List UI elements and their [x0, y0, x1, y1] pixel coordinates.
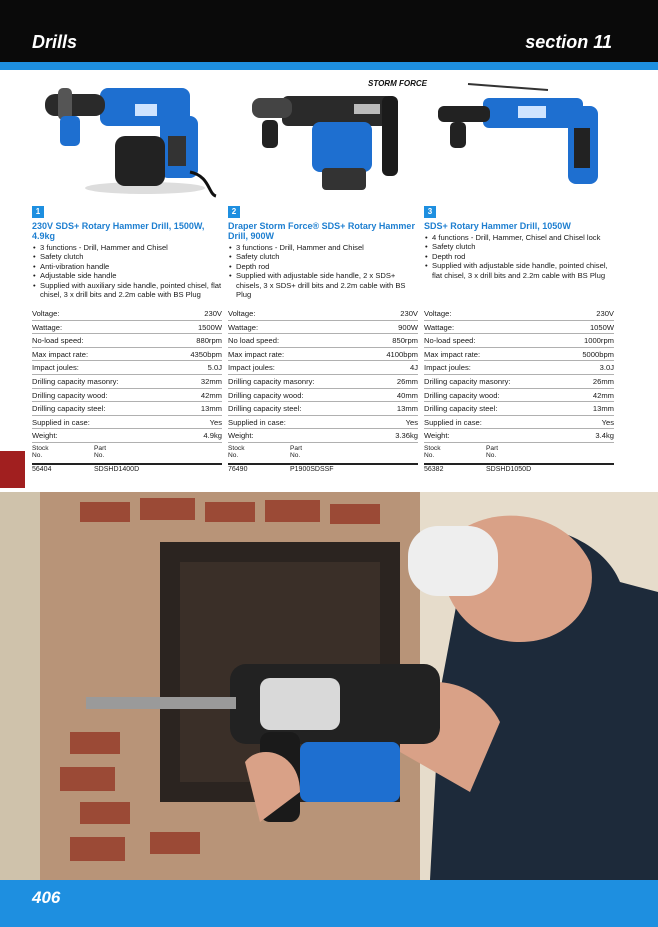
- product-2: [228, 201, 418, 299]
- section-label: section 11: [525, 32, 612, 52]
- stock-values: 76490 P1900SDSSF: [228, 465, 334, 473]
- product-number-badge: 3: [424, 206, 436, 218]
- spec-row: Voltage: 230V: [424, 307, 614, 321]
- feature-list: [32, 243, 222, 299]
- spec-row: Voltage: 230V: [228, 307, 418, 321]
- spec-row: Wattage: 1050W: [424, 321, 614, 335]
- spec-row: Voltage: 230V: [32, 307, 222, 321]
- drill-image-1: [40, 76, 216, 198]
- spec-table-3: [424, 307, 614, 474]
- spec-row: Wattage: 900W: [228, 321, 418, 335]
- feature-item: • Safety clutch: [228, 252, 418, 261]
- feature-list: [424, 233, 614, 280]
- spec-row: Wattage: 1500W: [32, 321, 222, 335]
- product-1: [32, 201, 222, 299]
- section-tab: [0, 451, 25, 488]
- feature-item: • 3 functions - Drill, Hammer and Chisel: [228, 243, 418, 252]
- spec-row: Supplied in case: Yes: [228, 416, 418, 430]
- spec-row: No-load speed: 1000rpm: [424, 334, 614, 348]
- product-title: SDS+ Rotary Hammer Drill, 1050W: [424, 221, 571, 231]
- spec-row: Drilling capacity masonry: 26mm: [424, 375, 614, 389]
- feature-item: • 3 functions - Drill, Hammer and Chisel: [32, 243, 222, 252]
- drill-image-3: [428, 76, 612, 198]
- stock-values: 56382 SDSHD1050D: [424, 465, 532, 473]
- page-title: Drills: [32, 32, 78, 52]
- spec-row: Drilling capacity steel: 13mm: [32, 402, 222, 416]
- stock-header: Stock No. Part No.: [424, 443, 614, 465]
- stock-header: Stock No. Part No.: [228, 443, 418, 465]
- spec-row: Impact joules: 3.0J: [424, 361, 614, 375]
- spec-row: Drilling capacity wood: 42mm: [32, 389, 222, 403]
- spec-table-2: [228, 307, 418, 474]
- spec-row: Impact joules: 4J: [228, 361, 418, 375]
- feature-item: • Adjustable side handle: [32, 271, 222, 280]
- product-title: 230V SDS+ Rotary Hammer Drill, 1500W, 4.9kg: [32, 221, 205, 241]
- spec-row: Supplied in case: Yes: [32, 416, 222, 430]
- drill-image-2: [242, 76, 427, 198]
- feature-list: [228, 243, 418, 299]
- feature-item: • Safety clutch: [424, 242, 614, 251]
- spec-table-1: [32, 307, 222, 474]
- feature-item: • Safety clutch: [32, 252, 222, 261]
- storm-force-logo: STORM FORCE: [368, 79, 427, 88]
- spec-row: Max impact rate: 4100bpm: [228, 348, 418, 362]
- spec-row: Impact joules: 5.0J: [32, 361, 222, 375]
- product-3: [424, 201, 614, 280]
- product-title: Draper Storm Force® SDS+ Rotary Hammer Drill, 900W: [228, 221, 415, 241]
- feature-item: • Depth rod: [228, 262, 418, 271]
- stock-header: Stock No. Part No.: [32, 443, 222, 465]
- page-header: [0, 0, 658, 62]
- spec-row: Drilling capacity steel: 13mm: [424, 402, 614, 416]
- page-number: 406: [32, 888, 61, 907]
- work-photo: [0, 492, 658, 880]
- product-number-badge: 1: [32, 206, 44, 218]
- spec-row: Max impact rate: 4350bpm: [32, 348, 222, 362]
- feature-item: • Supplied with adjustable side handle, pointed chisel, flat chisel, 3 x drill bits and 2.2m cable with BS Plug: [424, 261, 614, 280]
- spec-row: Max impact rate: 5000bpm: [424, 348, 614, 362]
- feature-item: • Depth rod: [424, 252, 614, 261]
- product-number-badge: 2: [228, 206, 240, 218]
- spec-row: No-load speed: 880rpm: [32, 334, 222, 348]
- header-accent-band: [0, 62, 658, 70]
- feature-item: • Supplied with adjustable side handle, 2 x SDS+ chisels, 3 x SDS+ drill bits and 2.2m cable with BS Plug: [228, 271, 418, 299]
- feature-item: • 4 functions - Drill, Hammer, Chisel and Chisel lock: [424, 233, 614, 242]
- spec-row: Drilling capacity wood: 42mm: [424, 389, 614, 403]
- spec-row: No load speed: 850rpm: [228, 334, 418, 348]
- spec-row: Weight: 3.4kg: [424, 429, 614, 443]
- spec-row: Drilling capacity wood: 40mm: [228, 389, 418, 403]
- spec-row: Supplied in case: Yes: [424, 416, 614, 430]
- stock-values: 56404 SDSHD1400D: [32, 465, 140, 473]
- page-footer: [0, 880, 658, 927]
- feature-item: • Anti-vibration handle: [32, 262, 222, 271]
- spec-row: Weight: 3.36kg: [228, 429, 418, 443]
- spec-row: Drilling capacity masonry: 26mm: [228, 375, 418, 389]
- feature-item: • Supplied with auxiliary side handle, pointed chisel, flat chisel, 3 x drill bits and 2.2m cable with BS Plug: [32, 281, 222, 300]
- spec-row: Weight: 4.9kg: [32, 429, 222, 443]
- spec-row: Drilling capacity masonry: 32mm: [32, 375, 222, 389]
- spec-row: Drilling capacity steel: 13mm: [228, 402, 418, 416]
